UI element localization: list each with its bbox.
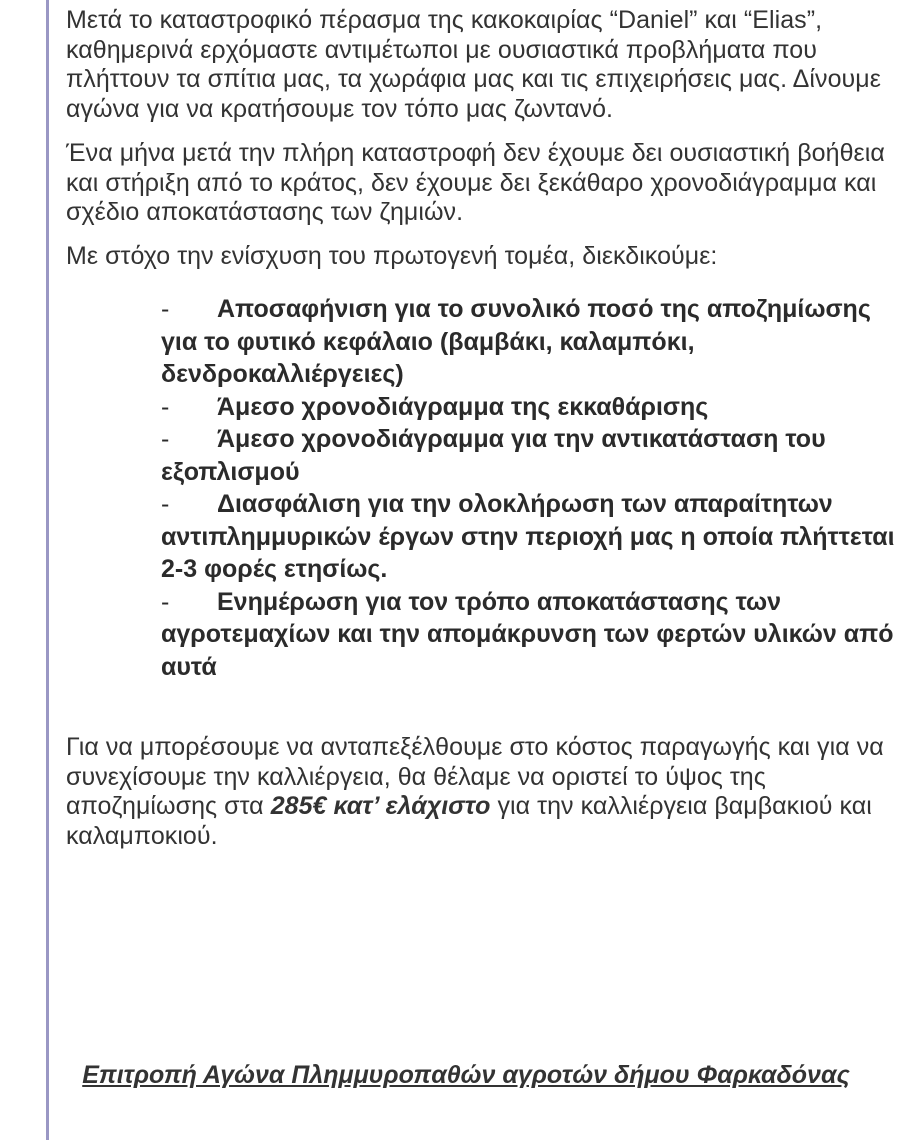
demand-text: Αποσαφήνιση για το συνολικό ποσό της αποζημίωσης για το φυτικό κεφάλαιο (βαμβάκι, καλαμπόκι, δενδροκαλλιέργειες) bbox=[161, 295, 871, 388]
intro-paragraph: Μετά το καταστροφικό πέρασμα της κακοκαιρίας “Daniel” και “Elias”, καθημερινά ερχόμαστε αντιμέτωποι με ουσιαστικά προβλήματα που πλήττουν τα σπίτια μας, τα χωράφια μας και τις επιχειρήσεις μας. Δίνουμε αγώνα για να κρατήσουμε τον τόπο μας ζωντανό. bbox=[66, 6, 881, 123]
compensation-amount: 285€ κατ’ ελάχιστο bbox=[270, 792, 491, 820]
demands-intro-paragraph: Με στόχο την ενίσχυση του πρωτογενή τομέα, διεκδικούμε: bbox=[66, 241, 718, 270]
list-item bbox=[161, 488, 901, 586]
compensation-text-before: Για να μπορέσουμε να ανταπεξέλθουμε στο κόστος παραγωγής και για να συνεχίσουμε την καλλιέργεια, θα θέλαμε να οριστεί το ύψος της αποζημίωσης στα bbox=[66, 733, 884, 820]
compensation-paragraph bbox=[66, 733, 906, 851]
situation-paragraph: Ένα μήνα μετά την πλήρη καταστροφή δεν έχουμε δει ουσιαστική βοήθεια και στήριξη από το κράτος, δεν έχουμε δει ξεκάθαρο χρονοδιάγραμμα και σχέδιο αποκατάστασης των ζημιών. bbox=[66, 139, 885, 226]
list-item bbox=[161, 391, 901, 424]
compensation-text-after: για την καλλιέργεια βαμβακιού και καλαμποκιού. bbox=[66, 792, 872, 850]
demand-text: Διασφάλιση για την ολοκλήρωση των απαραίτητων αντιπλημμυρικών έργων στην περιοχή μας η οποία πλήττεται 2-3 φορές ετησίως. bbox=[161, 490, 895, 583]
list-bullet: - bbox=[161, 587, 170, 616]
list-item bbox=[161, 423, 901, 488]
list-bullet: - bbox=[161, 295, 170, 323]
demand-text: Ενημέρωση για τον τρόπο αποκατάστασης των αγροτεμαχίων και την απομάκρυνση των φερτών υλικών από αυτά bbox=[161, 587, 894, 681]
list-item bbox=[161, 586, 901, 684]
list-bullet: - bbox=[161, 490, 170, 518]
signature-committee: Επιτροπή Αγώνα Πλημμυροπαθών αγροτών δήμου Φαρκαδόνας bbox=[82, 1061, 850, 1089]
list-bullet: - bbox=[161, 392, 170, 421]
list-bullet: - bbox=[161, 425, 170, 453]
demands-list bbox=[66, 293, 901, 683]
demand-text: Άμεσο χρονοδιάγραμμα της εκκαθάρισης bbox=[217, 392, 709, 421]
list-item bbox=[161, 293, 901, 391]
document-body bbox=[66, 6, 906, 851]
left-margin-rule bbox=[46, 0, 49, 1140]
demand-text: Άμεσο χρονοδιάγραμμα για την αντικατάσταση του εξοπλισμού bbox=[161, 425, 826, 486]
